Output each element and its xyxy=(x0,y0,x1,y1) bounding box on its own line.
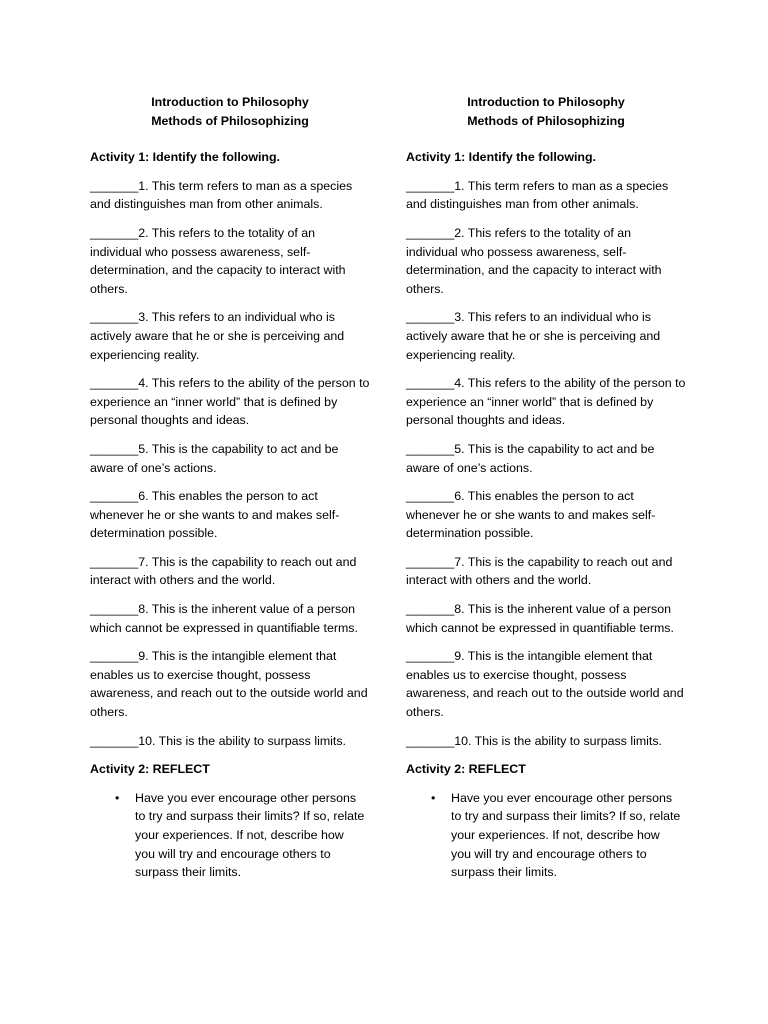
lesson-title: Methods of Philosophizing xyxy=(467,113,625,128)
question-item-3: _______3. This refers to an individual who is actively aware that he or she is perceiving and experiencing reality. xyxy=(90,310,345,362)
question-item-1: _______1. This term refers to man as a species and distinguishes man from other animals. xyxy=(406,178,669,212)
question-item-7: _______7. This is the capability to reach out and interact with others and the world. xyxy=(90,554,357,588)
question-item-4: _______4. This refers to the ability of the person to experience an “inner world” that is defined by personal thoughts and ideas. xyxy=(90,376,370,428)
question-item-2: _______2. This refers to the totality of an individual who possess awareness, self-determination, and the capacity to interact with others. xyxy=(90,225,346,296)
course-title: Introduction to Philosophy xyxy=(151,95,309,109)
reflect-prompt-item xyxy=(406,789,681,882)
activity-2-title: Activity 2: REFLECT xyxy=(90,762,210,777)
question-item-5: _______5. This is the capability to act and be aware of one’s actions. xyxy=(90,441,339,475)
question-item-4: _______4. This refers to the ability of the person to experience an “inner world” that is defined by personal thoughts and ideas. xyxy=(406,376,686,428)
reflect-prompt-text: Have you ever encourage other persons to try and surpass their limits? If so, relate your experiences. If not, describe how you will try and encourage others to surpass their limits. xyxy=(135,790,365,880)
reflect-prompt-item xyxy=(90,789,365,882)
question-item-8: _______8. This is the inherent value of a person which cannot be expressed in quantifiable terms. xyxy=(90,602,358,635)
worksheet-column-left xyxy=(90,93,370,882)
question-item-6: _______6. This enables the person to act whenever he or she wants to and makes self-determination possible. xyxy=(406,489,656,541)
question-item-9: _______9. This is the intangible element that enables us to exercise thought, possess awareness, and reach out to the outside world and others. xyxy=(406,649,684,720)
worksheet-header xyxy=(406,93,686,130)
lesson-title: Methods of Philosophizing xyxy=(151,113,309,128)
question-item-10: _______10. This is the ability to surpass limits. xyxy=(90,733,346,748)
question-item-10: _______10. This is the ability to surpass limits. xyxy=(406,733,662,748)
bullet-icon: • xyxy=(431,790,436,805)
question-item-1: _______1. This term refers to man as a species and distinguishes man from other animals. xyxy=(90,178,353,212)
question-item-9: _______9. This is the intangible element that enables us to exercise thought, possess awareness, and reach out to the outside world and others. xyxy=(90,649,368,720)
bullet-icon: • xyxy=(115,790,120,805)
question-item-2: _______2. This refers to the totality of an individual who possess awareness, self-determination, and the capacity to interact with others. xyxy=(406,225,662,296)
activity-1-title: Activity 1: Identify the following. xyxy=(90,150,280,165)
question-item-7: _______7. This is the capability to reach out and interact with others and the world. xyxy=(406,554,673,588)
question-item-3: _______3. This refers to an individual who is actively aware that he or she is perceiving and experiencing reality. xyxy=(406,310,661,362)
question-item-6: _______6. This enables the person to act whenever he or she wants to and makes self-determination possible. xyxy=(90,489,340,541)
question-item-8: _______8. This is the inherent value of a person which cannot be expressed in quantifiable terms. xyxy=(406,602,674,635)
course-title: Introduction to Philosophy xyxy=(467,95,625,109)
worksheet-column-right xyxy=(406,93,686,882)
worksheet-header xyxy=(90,93,370,130)
activity-1-title: Activity 1: Identify the following. xyxy=(406,150,596,165)
question-item-5: _______5. This is the capability to act and be aware of one’s actions. xyxy=(406,441,655,475)
activity-2-title: Activity 2: REFLECT xyxy=(406,762,526,777)
reflect-prompt-text: Have you ever encourage other persons to try and surpass their limits? If so, relate your experiences. If not, describe how you will try and encourage others to surpass their limits. xyxy=(451,790,681,880)
reflect-list xyxy=(90,789,370,882)
reflect-list xyxy=(406,789,686,882)
